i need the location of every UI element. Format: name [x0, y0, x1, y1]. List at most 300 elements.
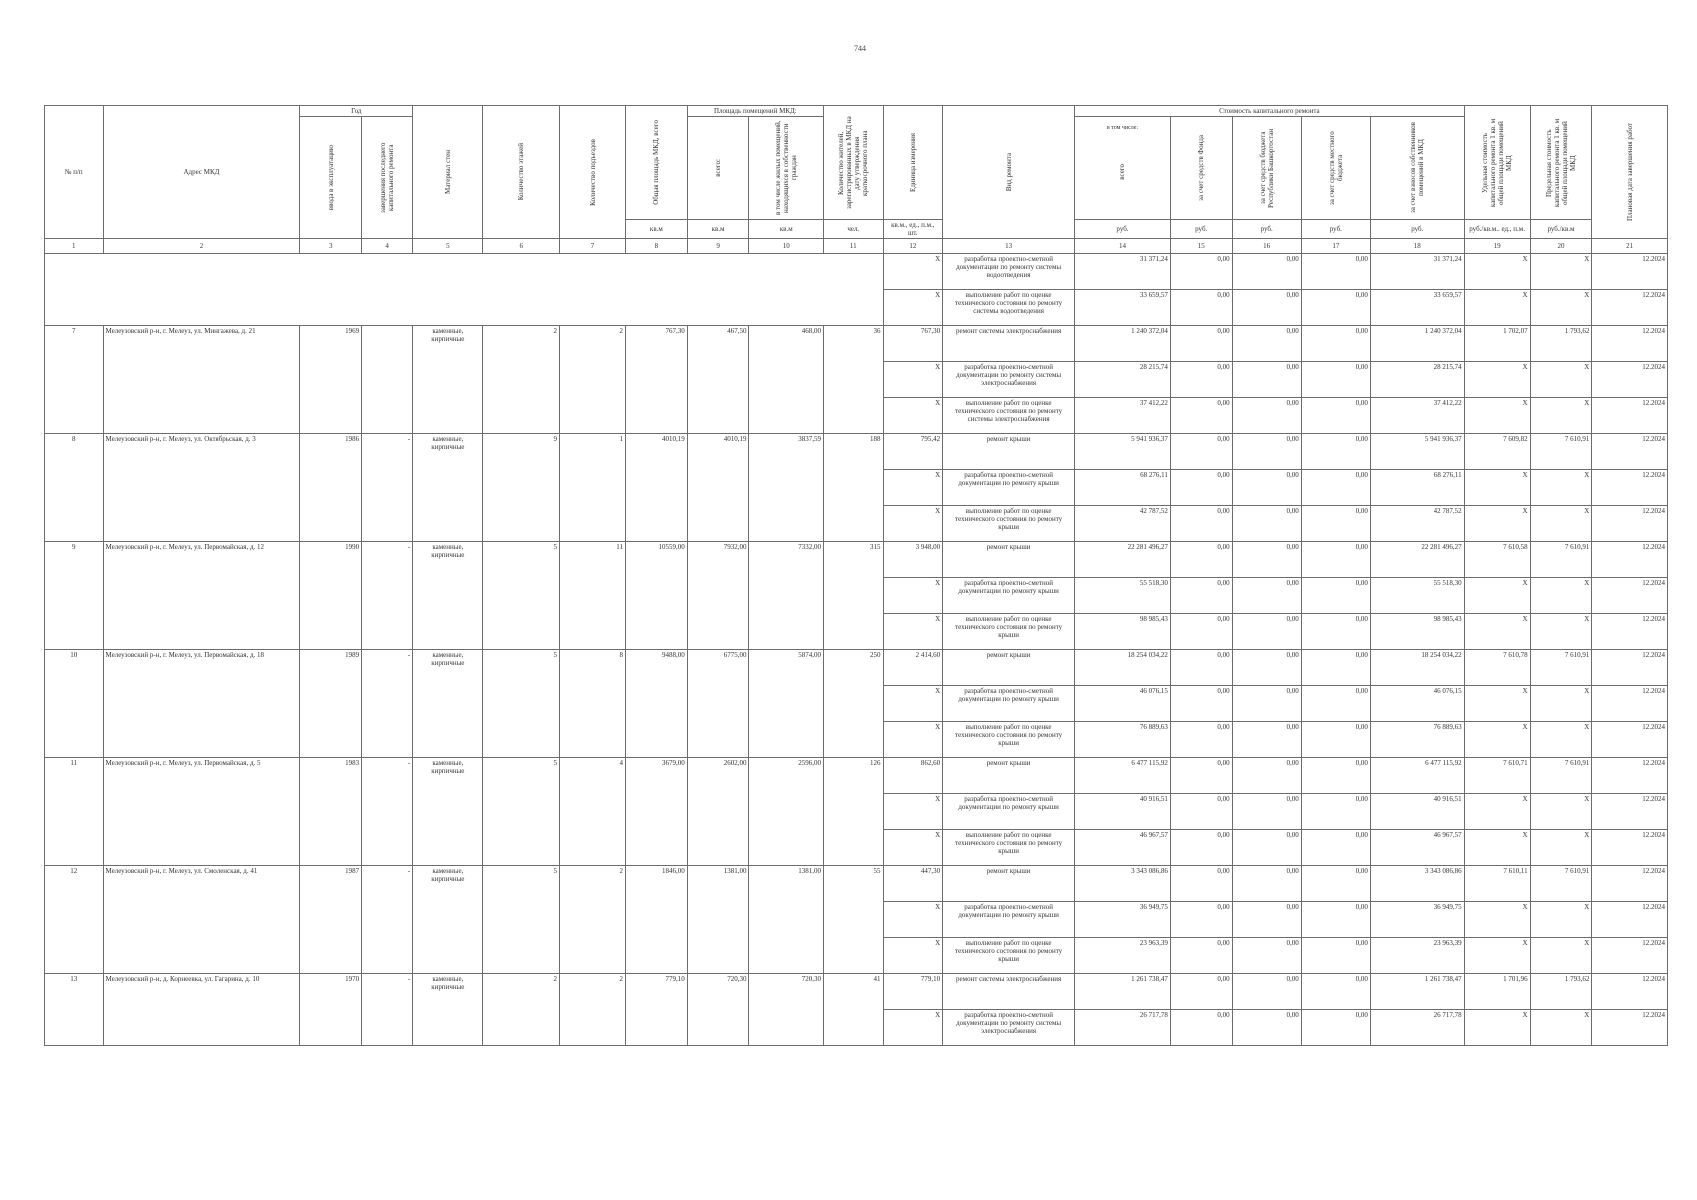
table-row: [45, 326, 1668, 362]
cost-owners: 37 412,22: [1370, 398, 1464, 434]
unit-premises-owned: кв.м: [749, 220, 824, 239]
year-commissioning: 1986: [300, 434, 362, 542]
cost-republic: 0,00: [1232, 542, 1301, 578]
cost-local: 0,00: [1301, 794, 1370, 830]
unit-cost: X: [1464, 1010, 1530, 1046]
unit-cost-fund: руб.: [1170, 220, 1232, 239]
cost-fund: 0,00: [1170, 1010, 1232, 1046]
max-cost: X: [1530, 362, 1592, 398]
wall-material: каменные, кирпичные: [413, 542, 483, 650]
unit-cost: X: [1464, 830, 1530, 866]
header-premises-total: всего:: [687, 117, 749, 220]
unit-cost: X: [1464, 578, 1530, 614]
entrances-count: 4: [560, 758, 626, 866]
max-cost: X: [1530, 686, 1592, 722]
premises-area-owned: 1381,00: [749, 866, 824, 974]
cost-total: 1 240 372,04: [1075, 326, 1171, 362]
premises-area-total: 6775,00: [687, 650, 749, 758]
floors-count: 2: [483, 326, 560, 434]
work-type: разработка проектно-сметной документации по ремонту системы электроснабжения: [943, 362, 1075, 398]
residents-count: 55: [823, 866, 883, 974]
table-row: [45, 974, 1668, 1010]
unit-cost-total: руб.: [1075, 220, 1171, 239]
year-last-repair: -: [362, 866, 413, 974]
cost-local: 0,00: [1301, 974, 1370, 1010]
cost-republic: 0,00: [1232, 578, 1301, 614]
cost-republic: 0,00: [1232, 1010, 1301, 1046]
column-number: 3: [300, 239, 362, 254]
max-cost: X: [1530, 254, 1592, 290]
cost-owners: 22 281 496,27: [1370, 542, 1464, 578]
header-no: № п/п: [45, 106, 104, 239]
unit-value: 3 948,00: [883, 542, 943, 578]
work-type: ремонт крыши: [943, 542, 1075, 578]
max-cost: X: [1530, 398, 1592, 434]
unit-cost: 7 609,82: [1464, 434, 1530, 470]
unit-cost: X: [1464, 614, 1530, 650]
residents-count: 315: [823, 542, 883, 650]
entrances-count: 2: [560, 326, 626, 434]
max-cost: X: [1530, 506, 1592, 542]
table-row: [45, 434, 1668, 470]
header-year-last-repair: завершения последнего капитального ремонта: [362, 117, 413, 239]
header-work-type: Вид ремонта: [943, 106, 1075, 239]
cost-republic: 0,00: [1232, 326, 1301, 362]
cost-fund: 0,00: [1170, 326, 1232, 362]
cost-republic: 0,00: [1232, 758, 1301, 794]
row-number: 12: [45, 866, 104, 974]
cost-republic: 0,00: [1232, 362, 1301, 398]
year-last-repair: -: [362, 650, 413, 758]
cost-owners: 36 949,75: [1370, 902, 1464, 938]
max-cost: X: [1530, 578, 1592, 614]
max-cost: X: [1530, 290, 1592, 326]
cost-fund: 0,00: [1170, 722, 1232, 758]
cost-local: 0,00: [1301, 1010, 1370, 1046]
column-number: 12: [883, 239, 943, 254]
cost-total: 98 985,43: [1075, 614, 1171, 650]
entrances-count: 11: [560, 542, 626, 650]
cost-republic: 0,00: [1232, 434, 1301, 470]
max-cost: X: [1530, 938, 1592, 974]
column-number: 19: [1464, 239, 1530, 254]
unit-cost: X: [1464, 290, 1530, 326]
cost-owners: 42 787,52: [1370, 506, 1464, 542]
cost-total: 42 787,52: [1075, 506, 1171, 542]
premises-area-total: 2602,00: [687, 758, 749, 866]
cost-republic: 0,00: [1232, 866, 1301, 902]
premises-area-total: 720,30: [687, 974, 749, 1046]
cost-total: 23 963,39: [1075, 938, 1171, 974]
cost-fund: 0,00: [1170, 542, 1232, 578]
continuation-building-info: [45, 254, 884, 326]
total-area: 4010,19: [626, 434, 688, 542]
year-commissioning: 1987: [300, 866, 362, 974]
year-last-repair: -: [362, 542, 413, 650]
table-header: [45, 106, 1668, 254]
column-number: 7: [560, 239, 626, 254]
cost-total: 1 261 738,47: [1075, 974, 1171, 1010]
planned-date: 12.2024: [1592, 542, 1668, 578]
unit-value: X: [883, 794, 943, 830]
unit-cost-owners: руб.: [1370, 220, 1464, 239]
cost-fund: 0,00: [1170, 902, 1232, 938]
cost-local: 0,00: [1301, 398, 1370, 434]
premises-area-owned: 3837,59: [749, 434, 824, 542]
unit-value: X: [883, 506, 943, 542]
cost-owners: 1 240 372,04: [1370, 326, 1464, 362]
max-cost: X: [1530, 902, 1592, 938]
cost-owners: 33 659,57: [1370, 290, 1464, 326]
cost-total: 33 659,57: [1075, 290, 1171, 326]
year-last-repair: -: [362, 434, 413, 542]
table-body: [45, 254, 1668, 1046]
unit-value: X: [883, 722, 943, 758]
unit-value: X: [883, 254, 943, 290]
max-cost: X: [1530, 830, 1592, 866]
cost-owners: 46 076,15: [1370, 686, 1464, 722]
work-type: выполнение работ по оценке технического состояния по ремонту крыши: [943, 614, 1075, 650]
max-cost: 7 610,91: [1530, 434, 1592, 470]
cost-owners: 46 967,57: [1370, 830, 1464, 866]
cost-total: 31 371,24: [1075, 254, 1171, 290]
header-max-cost: Предельная стоимость капитального ремонта 1 кв. м общей площади помещений МКД: [1530, 106, 1592, 220]
premises-area-total: 7932,00: [687, 542, 749, 650]
work-type: ремонт системы электроснабжения: [943, 974, 1075, 1010]
cost-fund: 0,00: [1170, 758, 1232, 794]
unit-cost: 7 610,58: [1464, 542, 1530, 578]
planned-date: 12.2024: [1592, 398, 1668, 434]
building-address: Мелеузовский р-н, г. Мелеуз, ул. Смоленская, д. 41: [103, 866, 300, 974]
unit-value: X: [883, 830, 943, 866]
residents-count: 188: [823, 434, 883, 542]
unit-premises-total: кв.м: [687, 220, 749, 239]
work-type: ремонт системы электроснабжения: [943, 326, 1075, 362]
building-address: Мелеузовский р-н, г. Мелеуз, ул. Первомайская, д. 18: [103, 650, 300, 758]
work-type: выполнение работ по оценке технического состояния по ремонту крыши: [943, 506, 1075, 542]
building-address: Мелеузовский р-н, г. Мелеуз, ул. Мингажева, д. 21: [103, 326, 300, 434]
unit-residents: чел.: [823, 220, 883, 239]
column-number: 10: [749, 239, 824, 254]
premises-area-owned: 7332,00: [749, 542, 824, 650]
unit-value: X: [883, 686, 943, 722]
premises-area-owned: 5874,00: [749, 650, 824, 758]
entrances-count: 1: [560, 434, 626, 542]
cost-republic: 0,00: [1232, 686, 1301, 722]
cost-fund: 0,00: [1170, 506, 1232, 542]
row-number: 7: [45, 326, 104, 434]
cost-owners: 76 889,63: [1370, 722, 1464, 758]
cost-fund: 0,00: [1170, 254, 1232, 290]
column-number: 20: [1530, 239, 1592, 254]
work-type: выполнение работ по оценке технического состояния по ремонту системы водоотведения: [943, 290, 1075, 326]
floors-count: 2: [483, 974, 560, 1046]
wall-material: каменные, кирпичные: [413, 758, 483, 866]
table-row: [45, 542, 1668, 578]
planned-date: 12.2024: [1592, 506, 1668, 542]
header-year-commissioning: ввода в эксплуатацию: [300, 117, 362, 239]
cost-local: 0,00: [1301, 326, 1370, 362]
cost-fund: 0,00: [1170, 398, 1232, 434]
cost-fund: 0,00: [1170, 686, 1232, 722]
unit-value: 779,10: [883, 974, 943, 1010]
total-area: 9488,00: [626, 650, 688, 758]
header-unit: Единица измерения: [883, 106, 943, 220]
unit-value: 862,60: [883, 758, 943, 794]
column-number: 5: [413, 239, 483, 254]
unit-cost: X: [1464, 722, 1530, 758]
planned-date: 12.2024: [1592, 434, 1668, 470]
planned-date: 12.2024: [1592, 830, 1668, 866]
cost-local: 0,00: [1301, 902, 1370, 938]
cost-owners: 1 261 738,47: [1370, 974, 1464, 1010]
cost-republic: 0,00: [1232, 614, 1301, 650]
unit-cost: X: [1464, 398, 1530, 434]
total-area: 10559,00: [626, 542, 688, 650]
cost-total: 22 281 496,27: [1075, 542, 1171, 578]
cost-fund: 0,00: [1170, 830, 1232, 866]
unit-cost: X: [1464, 902, 1530, 938]
cost-total: 40 916,51: [1075, 794, 1171, 830]
work-type: разработка проектно-сметной документации по ремонту крыши: [943, 470, 1075, 506]
column-number: 13: [943, 239, 1075, 254]
header-planned-date: Плановая дата завершения работ: [1592, 106, 1668, 239]
floors-count: 5: [483, 542, 560, 650]
premises-area-owned: 468,00: [749, 326, 824, 434]
entrances-count: 2: [560, 974, 626, 1046]
work-type: разработка проектно-сметной документации по ремонту крыши: [943, 686, 1075, 722]
cost-owners: 55 518,30: [1370, 578, 1464, 614]
max-cost: X: [1530, 722, 1592, 758]
header-floors: Количество этажей: [483, 106, 560, 239]
residents-count: 36: [823, 326, 883, 434]
unit-cost: X: [1464, 470, 1530, 506]
planned-date: 12.2024: [1592, 254, 1668, 290]
header-cost-fund: за счет средств Фонда: [1170, 117, 1232, 220]
header-entrances: Количество подъездов: [560, 106, 626, 239]
unit-value: X: [883, 362, 943, 398]
row-number: 11: [45, 758, 104, 866]
header-cost-owners: за счет взносов собственников помещений в МКД: [1370, 117, 1464, 220]
cost-total: 6 477 115,92: [1075, 758, 1171, 794]
page-number: 744: [854, 44, 866, 53]
cost-local: 0,00: [1301, 938, 1370, 974]
max-cost: X: [1530, 614, 1592, 650]
cost-republic: 0,00: [1232, 470, 1301, 506]
unit-cost: X: [1464, 506, 1530, 542]
unit-measure: кв.м., ед., п.м., шт.: [883, 220, 943, 239]
cost-local: 0,00: [1301, 722, 1370, 758]
building-address: Мелеузовский р-н, г. Мелеуз, ул. Октябрьская, д. 3: [103, 434, 300, 542]
cost-owners: 5 941 936,37: [1370, 434, 1464, 470]
floors-count: 5: [483, 758, 560, 866]
header-premises-area: Площадь помещений МКД:: [687, 106, 823, 117]
premises-area-owned: 720,30: [749, 974, 824, 1046]
wall-material: каменные, кирпичные: [413, 866, 483, 974]
unit-cost: 7 610,71: [1464, 758, 1530, 794]
cost-republic: 0,00: [1232, 974, 1301, 1010]
floors-count: 5: [483, 650, 560, 758]
row-number: 8: [45, 434, 104, 542]
cost-republic: 0,00: [1232, 830, 1301, 866]
unit-value: X: [883, 578, 943, 614]
cost-owners: 3 343 086,86: [1370, 866, 1464, 902]
work-type: выполнение работ по оценке технического состояния по ремонту крыши: [943, 938, 1075, 974]
repair-plan-table: [44, 105, 1668, 1046]
cost-owners: 26 717,78: [1370, 1010, 1464, 1046]
work-type: ремонт крыши: [943, 758, 1075, 794]
cost-total: 37 412,22: [1075, 398, 1171, 434]
column-number: 15: [1170, 239, 1232, 254]
year-last-repair: [362, 326, 413, 434]
total-area: 1846,00: [626, 866, 688, 974]
column-number: 8: [626, 239, 688, 254]
building-address: Мелеузовский р-н, г. Мелеуз, ул. Первомайская, д. 5: [103, 758, 300, 866]
header-cost-republic: за счет средств бюджета Республики Башкортостан: [1232, 117, 1301, 220]
planned-date: 12.2024: [1592, 1010, 1668, 1046]
planned-date: 12.2024: [1592, 866, 1668, 902]
header-cost-total: в том числе: всего: [1075, 117, 1171, 220]
cost-fund: 0,00: [1170, 470, 1232, 506]
cost-republic: 0,00: [1232, 506, 1301, 542]
unit-value: X: [883, 902, 943, 938]
cost-owners: 40 916,51: [1370, 794, 1464, 830]
cost-local: 0,00: [1301, 542, 1370, 578]
cost-republic: 0,00: [1232, 794, 1301, 830]
max-cost: X: [1530, 1010, 1592, 1046]
work-type: выполнение работ по оценке технического состояния по ремонту крыши: [943, 830, 1075, 866]
unit-cost: X: [1464, 794, 1530, 830]
header-year: Год: [300, 106, 413, 117]
work-type: ремонт крыши: [943, 434, 1075, 470]
year-commissioning: 1983: [300, 758, 362, 866]
planned-date: 12.2024: [1592, 470, 1668, 506]
column-number: 4: [362, 239, 413, 254]
total-area: 779,10: [626, 974, 688, 1046]
unit-value: 795,42: [883, 434, 943, 470]
column-number: 9: [687, 239, 749, 254]
unit-cost: X: [1464, 254, 1530, 290]
repair-plan-table-wrapper: [44, 105, 1668, 1046]
work-type: выполнение работ по оценке технического состояния по ремонту системы электроснабжения: [943, 398, 1075, 434]
cost-local: 0,00: [1301, 866, 1370, 902]
unit-value: 2 414,60: [883, 650, 943, 686]
planned-date: 12.2024: [1592, 902, 1668, 938]
cost-republic: 0,00: [1232, 290, 1301, 326]
header-total-area: Общая площадь МКД, всего: [626, 106, 688, 220]
column-number: 17: [1301, 239, 1370, 254]
planned-date: 12.2024: [1592, 758, 1668, 794]
cost-local: 0,00: [1301, 758, 1370, 794]
header-premises-owned: в том числе жилых помещений, находящихся в собственности граждан: [749, 117, 824, 220]
work-type: ремонт крыши: [943, 866, 1075, 902]
cost-republic: 0,00: [1232, 398, 1301, 434]
work-type: разработка проектно-сметной документации по ремонту системы водоотведения: [943, 254, 1075, 290]
cost-republic: 0,00: [1232, 938, 1301, 974]
column-numbers-row: [45, 239, 1668, 254]
wall-material: каменные, кирпичные: [413, 434, 483, 542]
cost-fund: 0,00: [1170, 974, 1232, 1010]
wall-material: каменные, кирпичные: [413, 326, 483, 434]
premises-area-total: 4010,19: [687, 434, 749, 542]
cost-owners: 18 254 034,22: [1370, 650, 1464, 686]
cost-local: 0,00: [1301, 686, 1370, 722]
cost-fund: 0,00: [1170, 650, 1232, 686]
cost-fund: 0,00: [1170, 362, 1232, 398]
floors-count: 9: [483, 434, 560, 542]
planned-date: 12.2024: [1592, 290, 1668, 326]
cost-fund: 0,00: [1170, 794, 1232, 830]
work-type: разработка проектно-сметной документации по ремонту крыши: [943, 902, 1075, 938]
header-cost: Стоимость капитального ремонта: [1075, 106, 1465, 117]
cost-local: 0,00: [1301, 830, 1370, 866]
entrances-count: 2: [560, 866, 626, 974]
unit-value: X: [883, 614, 943, 650]
cost-owners: 31 371,24: [1370, 254, 1464, 290]
column-number: 2: [103, 239, 300, 254]
premises-area-total: 1381,00: [687, 866, 749, 974]
building-address: Мелеузовский р-н, д. Корнеевка, ул. Гагарина, д. 10: [103, 974, 300, 1046]
cost-local: 0,00: [1301, 362, 1370, 398]
cost-total: 36 949,75: [1075, 902, 1171, 938]
max-cost: X: [1530, 794, 1592, 830]
unit-cost: 1 702,07: [1464, 326, 1530, 362]
planned-date: 12.2024: [1592, 326, 1668, 362]
cost-total: 18 254 034,22: [1075, 650, 1171, 686]
max-cost: 7 610,91: [1530, 758, 1592, 794]
cost-fund: 0,00: [1170, 866, 1232, 902]
unit-unit-cost: руб./кв.м.. ед., п.м.: [1464, 220, 1530, 239]
year-commissioning: 1990: [300, 542, 362, 650]
header-wall-material: Материал стен: [413, 106, 483, 239]
cost-total: 46 967,57: [1075, 830, 1171, 866]
cost-local: 0,00: [1301, 434, 1370, 470]
column-number: 14: [1075, 239, 1171, 254]
max-cost: 7 610,91: [1530, 542, 1592, 578]
column-number: 6: [483, 239, 560, 254]
cost-total: 46 076,15: [1075, 686, 1171, 722]
cost-total: 5 941 936,37: [1075, 434, 1171, 470]
total-area: 767,30: [626, 326, 688, 434]
unit-value: X: [883, 938, 943, 974]
year-last-repair: -: [362, 974, 413, 1046]
premises-area-owned: 2596,00: [749, 758, 824, 866]
unit-cost: 1 701,96: [1464, 974, 1530, 1010]
building-address: Мелеузовский р-н, г. Мелеуз, ул. Первомайская, д. 12: [103, 542, 300, 650]
planned-date: 12.2024: [1592, 578, 1668, 614]
row-number: 13: [45, 974, 104, 1046]
cost-fund: 0,00: [1170, 614, 1232, 650]
header-address: Адрес МКД: [103, 106, 300, 239]
planned-date: 12.2024: [1592, 650, 1668, 686]
premises-area-total: 467,50: [687, 326, 749, 434]
planned-date: 12.2024: [1592, 722, 1668, 758]
cost-republic: 0,00: [1232, 650, 1301, 686]
work-type: разработка проектно-сметной документации по ремонту крыши: [943, 794, 1075, 830]
total-area: 3679,00: [626, 758, 688, 866]
planned-date: 12.2024: [1592, 686, 1668, 722]
cost-total: 28 215,74: [1075, 362, 1171, 398]
year-commissioning: 1989: [300, 650, 362, 758]
residents-count: 41: [823, 974, 883, 1046]
column-number: 16: [1232, 239, 1301, 254]
row-number: 9: [45, 542, 104, 650]
planned-date: 12.2024: [1592, 794, 1668, 830]
cost-fund: 0,00: [1170, 938, 1232, 974]
column-number: 1: [45, 239, 104, 254]
unit-cost: X: [1464, 938, 1530, 974]
cost-total: 68 276,11: [1075, 470, 1171, 506]
